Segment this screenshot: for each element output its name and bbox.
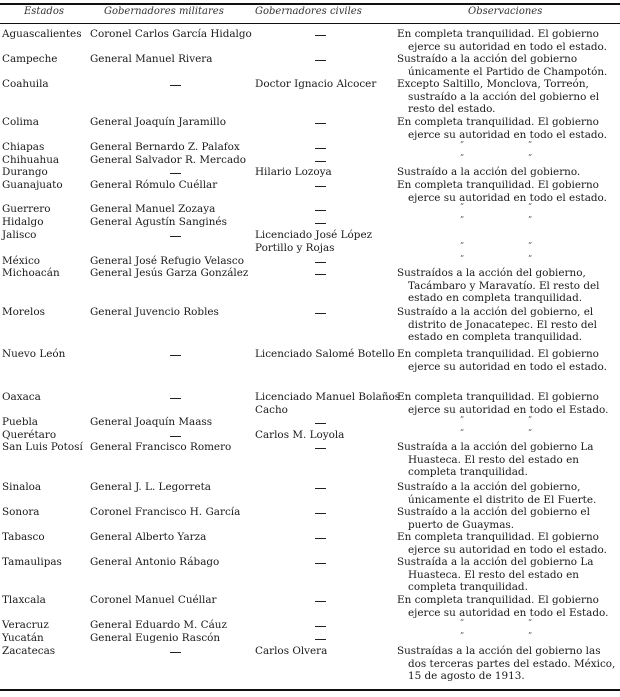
militar-cell: General Agustín Sanginés [90, 216, 227, 228]
estado-cell: Chiapas [2, 141, 45, 153]
observacion-line: ejerce su autoridad en todo el estado. [408, 128, 607, 141]
observacion-line: ejerce su autoridad en todo el estado. [408, 360, 607, 373]
ditto-mark: ” [460, 428, 465, 437]
observacion-line: Sustraídas a la acción del gobierno las [397, 645, 601, 657]
observacion-line: distrito de Jonacatepec. El resto del [408, 318, 598, 331]
empty-dash [315, 223, 326, 224]
empty-dash [315, 538, 326, 539]
ditto-mark: ” [460, 215, 465, 224]
civil-cell: Portillo y Rojas [255, 241, 335, 254]
observacion-line: dos terceras partes del estado. México, [408, 657, 616, 670]
ditto-mark: ” [460, 240, 465, 250]
estado-cell: Tamaulipas [2, 556, 62, 568]
empty-dash [315, 35, 326, 36]
militar-cell: General Juvencio Robles [90, 306, 219, 318]
empty-dash [170, 436, 181, 437]
estado-cell: Jalisco [2, 229, 37, 241]
militar-cell: Coronel Francisco H. García [90, 506, 241, 518]
estado-cell: San Luis Potosí [2, 441, 83, 453]
ditto-mark: ” [460, 153, 465, 162]
militar-cell: General Eugenio Rascón [90, 632, 221, 644]
militar-cell: General J. L. Legorreta [90, 481, 211, 493]
empty-dash [315, 626, 326, 627]
militar-cell: General Manuel Zozaya [90, 203, 216, 215]
militar-cell: General Francisco Romero [90, 441, 232, 453]
civil-cell: Licenciado Salomé Botello [255, 348, 395, 360]
militar-cell: General Joaquín Maass [90, 416, 213, 428]
militar-cell: General Salvador R. Mercado [90, 154, 247, 166]
estado-cell: Puebla [2, 416, 39, 428]
bottom-rule [0, 689, 620, 691]
ditto-mark: ” [528, 140, 533, 149]
empty-dash [315, 563, 326, 564]
ditto-mark: ” [460, 618, 465, 627]
estado-cell: Hidalgo [2, 216, 44, 228]
estado-cell: Campeche [2, 53, 58, 65]
observacion-line: Sustraído a la acción del gobierno, [397, 481, 581, 493]
estado-cell: Yucatán [2, 632, 44, 644]
empty-dash [170, 355, 181, 356]
estado-cell: Veracruz [2, 619, 49, 631]
militar-cell: General Joaquín Jaramillo [90, 116, 226, 128]
observacion-line: En completa tranquilidad. El gobierno [397, 179, 599, 191]
ditto-mark: ” [528, 153, 533, 162]
observacion-line: ejerce su autoridad en todo el estado. [408, 543, 607, 556]
observacion-line: sustraído a la acción del gobierno el [408, 90, 600, 103]
empty-dash [315, 262, 326, 263]
empty-dash [315, 148, 326, 149]
observacion-line: Sustraída a la acción del gobierno La [397, 556, 594, 568]
observacion-line: resto del estado. [408, 103, 496, 116]
observacion-line: completa tranquilidad. [408, 581, 528, 594]
estado-cell: Aguascalientes [2, 28, 82, 40]
header-observaciones: Observaciones [468, 6, 543, 17]
militar-cell: General Bernardo Z. Palafox [90, 141, 240, 153]
observacion-line: Sustraídos a la acción del gobierno, [397, 267, 586, 279]
header-rule [0, 23, 620, 24]
militar-cell: Coronel Manuel Cuéllar [90, 594, 217, 606]
observacion-line: estado en completa tranquilidad. [408, 331, 583, 344]
civil-cell: Carlos M. Loyola [255, 429, 345, 441]
estado-cell: Sinaloa [2, 481, 42, 493]
observacion-line: En completa tranquilidad. El gobierno [397, 348, 599, 360]
estado-cell: Colima [2, 116, 39, 128]
estado-cell: Coahuila [2, 78, 49, 90]
estado-cell: Michoacán [2, 267, 60, 279]
empty-dash [170, 173, 181, 174]
empty-dash [315, 423, 326, 424]
civil-cell: Doctor Ignacio Alcocer [255, 78, 377, 90]
estado-cell: Morelos [2, 306, 45, 318]
observacion-line: En completa tranquilidad. El gobierno [397, 594, 599, 606]
ditto-mark: ” [460, 631, 465, 640]
ditto-mark: ” [528, 618, 533, 627]
empty-dash [315, 210, 326, 211]
observacion-line: ejerce su autoridad en todo el estado. [408, 191, 607, 204]
observacion-line: 15 de agosto de 1913. [408, 670, 525, 683]
estado-cell: Sonora [2, 506, 40, 518]
ditto-mark: ” [460, 415, 465, 424]
estado-cell: Chihuahua [2, 154, 60, 166]
empty-dash [315, 186, 326, 187]
observacion-line: ejerce su autoridad en todo el estado. [408, 40, 607, 53]
observacion-line: Tacámbaro y Maravatío. El resto del [408, 279, 600, 292]
estado-cell: Tabasco [2, 531, 45, 543]
observacion-line: puerto de Guaymas. [408, 518, 515, 531]
civil-cell: Licenciado Manuel Bolaños [255, 391, 401, 403]
ditto-mark: ” [528, 202, 533, 211]
ditto-mark: ” [528, 415, 533, 424]
empty-dash [315, 601, 326, 602]
observacion-line: ejerce su autoridad en todo el Estado. [408, 606, 609, 619]
observacion-line: Huasteca. El resto del estado en [408, 453, 579, 466]
observacion-line: En completa tranquilidad. El gobierno [397, 116, 599, 128]
ditto-mark: ” [528, 631, 533, 640]
empty-dash [315, 513, 326, 514]
estado-cell: Nuevo León [2, 348, 66, 360]
empty-dash [315, 639, 326, 640]
header-militares: Gobernadores militares [104, 6, 224, 17]
empty-dash [315, 60, 326, 61]
militar-cell: General Jesús Garza González [90, 267, 249, 279]
estado-cell: Tlaxcala [2, 594, 46, 606]
observacion-line: únicamente el Partido de Champotón. [408, 65, 608, 78]
ditto-mark: ” [460, 254, 465, 263]
ditto-mark: ” [528, 240, 533, 250]
observacion-line: Sustraído a la acción del gobierno. [397, 166, 581, 178]
ditto-mark: ” [528, 254, 533, 263]
militar-cell: General José Refugio Velasco [90, 255, 244, 267]
observacion-line: Sustraído a la acción del gobierno [397, 53, 578, 65]
estado-cell: Zacatecas [2, 645, 56, 657]
observacion-line: En completa tranquilidad. El gobierno [397, 391, 599, 403]
observacion-line: estado en completa tranquilidad. [408, 292, 583, 305]
civil-cell: Licenciado José López [255, 229, 373, 241]
observacion-line: Huasteca. El resto del estado en [408, 568, 579, 581]
empty-dash [170, 652, 181, 653]
observacion-line: Sustraída a la acción del gobierno La [397, 441, 594, 453]
empty-dash [315, 274, 326, 275]
header-civiles: Gobernadores civiles [255, 6, 362, 17]
ditto-mark: ” [460, 202, 465, 211]
ditto-mark: ” [528, 428, 533, 437]
estado-cell: Guanajuato [2, 179, 63, 191]
empty-dash [170, 85, 181, 86]
militar-cell: General Manuel Rivera [90, 53, 213, 65]
observacion-line: completa tranquilidad. [408, 466, 528, 479]
observacion-line: En completa tranquilidad. El gobierno [397, 531, 599, 543]
observacion-line: En completa tranquilidad. El gobierno [397, 28, 599, 40]
ditto-mark: ” [528, 215, 533, 224]
ditto-mark: ” [460, 140, 465, 149]
observacion-line: Sustraído a la acción del gobierno, el [397, 306, 594, 318]
civil-cell: Cacho [255, 403, 288, 416]
estado-cell: Oaxaca [2, 391, 41, 403]
militar-cell: General Eduardo M. Cáuz [90, 619, 227, 631]
observacion-line: Sustraído a la acción del gobierno el [397, 506, 590, 518]
observacion-line: Excepto Saltillo, Monclova, Torreón, [397, 78, 589, 90]
empty-dash [170, 398, 181, 399]
civil-cell: Carlos Olvera [255, 645, 328, 657]
militar-cell: General Alberto Yarza [90, 531, 207, 543]
empty-dash [315, 313, 326, 314]
empty-dash [170, 236, 181, 237]
estado-cell: Guerrero [2, 203, 51, 215]
observacion-line: únicamente el distrito de El Fuerte. [408, 493, 597, 506]
militar-cell: General Antonio Rábago [90, 556, 220, 568]
empty-dash [315, 123, 326, 124]
empty-dash [315, 488, 326, 489]
estado-cell: México [2, 255, 41, 267]
estado-cell: Durango [2, 166, 48, 178]
header-estados: Estados [24, 6, 64, 17]
top-rule [0, 3, 620, 5]
empty-dash [315, 448, 326, 449]
civil-cell: Hilario Lozoya [255, 166, 332, 178]
estado-cell: Querétaro [2, 429, 57, 441]
observacion-line: ejerce su autoridad en todo el Estado. [408, 403, 609, 416]
militar-cell: Coronel Carlos García Hidalgo [90, 28, 252, 40]
empty-dash [315, 161, 326, 162]
militar-cell: General Rómulo Cuéllar [90, 179, 218, 191]
